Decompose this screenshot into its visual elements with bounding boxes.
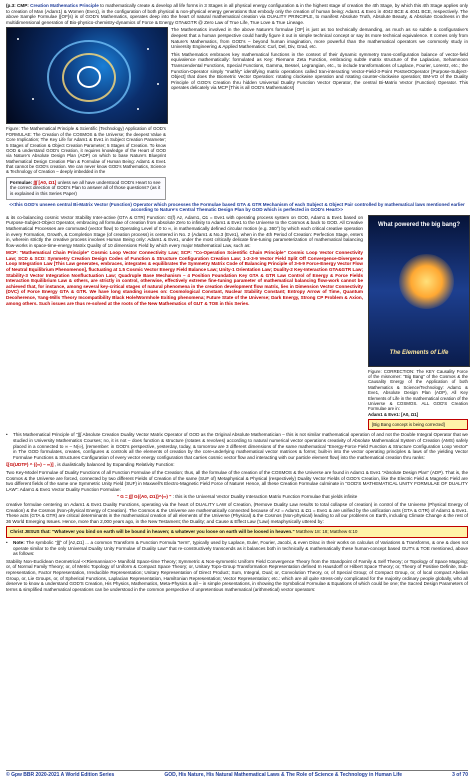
- dual-formula: ξ[G(UDTF) ^ {(∞) – ∞}]: [6, 462, 54, 468]
- bullet-principle-text: This Mathematical Principle of "∫∫∫ Absolute Creation Duality Vector Matrix Operator of GOD as the Original Absolute Mathematician – this is not similar mathematical operation of and not the Double Integral Operator that we studied in University Mathematics Courses; no, it is not – does function & structure (rotates & revolves) according to natural numerical vector operations creativity of Absolute Mathematical System of Creation (AMS) safely placed in a connected to ∞ – Ν(∞), [remember: in GOD's perspective, yesterday, today, & tomorrow are 3 different dimensions of the same mathematical "Energy-Force Field Function & Structure Configuration Loop Vector" in The GOD formulates, creates, configures & controls all the elements of creation by the core-underlying mathematical vector matrices & forms; built-in into the vector operating principles & laws of the yielding Vector Formulae Functions & Structures Configuration of every vector energy configuration that carries cosmic vector flow and interacting with our particle element flow) into the mathematical creation thru ranks:: [13, 432, 468, 460]
- page-footer: [6, 770, 468, 778]
- mcp-paragraph: MCP: "Mathematical Chain Principle" Cosmic Loop Vector Connectivity Law; SCP: "Co-Operation Scientific Chain Principle" Cosmic Loop Vector Connectivity Law; SCD & SCD: Symmetry Creation Design Codes of Function & Structure Configuration Creation Law; 1-3-3-9 Vector Field Split Off Convergence-Divergence Loop Integration Law [This Law generates, embraces, integrates & equilibrates the Symmetry Matrix Code of Balancing Principle of 3-6-9 Force-Energy Vector Flow of Neutral Equilibrium Phenomenon], fluctuating at 1.5 Cosmic Vector Energy Field Balance Law; Unity-1 Orientation Law; Duality-2 Key-Interaction GTA&GTR Law; Stability-3 Vector Integration Nonfluctuation Law; Quadruple Base Mechanism – 4 Position Foundation Key GTA & GTR Law Control of Energy & Force Fields Interaction Equilibrium Law & others, are strictly in control, otherwise, effectively extreme fine-tuning parameter of mathematical balancing flow-work cannot be achieved that, for instance, among several key-critical stages of natural phenomena in the creation development flow matrix, lies in Dimension Vector Connectivity (DVC) of Force Energy GTA & GTR. We have long standing issues on: Cosmological Constant, Nuclear Stability Constant; Entropy Arrow of Time, Quantum Decoherence, Yang-Mills Theory Incompatibility Black Hole/Wormhole Exiting phenomena; Future State of the Universe; Dark Energy, Strong CP Problem & Axion, among others. Such issues are thus re-solved at the roots of the New Mathematics of GUT & TOE in this Series.: [6, 250, 363, 306]
- cosmic-figure-image: [6, 27, 168, 124]
- footer-page-number: 3 of 70: [452, 771, 468, 778]
- christ-quote: "Whatever you bind on earth will be bound in heaven; & whatever you loose on earth will be loosed in heaven.": [52, 529, 295, 535]
- dual-line: [6, 462, 468, 468]
- unity-formula-line: [6, 494, 468, 500]
- creative-paragraph: creative formulae centering on Adam1 & Eve1 Duality Functions, operating via the heart of DUALITY LAW of Creation, (Remove Duality Law results to total collapse of creation) in control of the Universe (Physical Energy of Creation) & the Cosmos (Non-physical Energy of Creation). The Cosmos & the Universe are mathematically connected because of Az = Adam1 & Ω1 = Eve1 & are unified by the unification acts (GTA & GTR) of Adam1 & Eve1. These acts (GTA & GTR) are critical determinants in the mathematical creation of all elements of the Universe (Physical) & the Cosmos (Non-physical) leading to all our problems on Earth, including Climate Change & the rest of 36 World Emerging Issues. Hence, more than 2,000 years ago, in the New Testament; the Duality; and Cause & Effect Law ('Law) metaphysically uttered by:: [6, 502, 468, 524]
- figure2-column: [368, 215, 468, 433]
- bullet-icon: •: [6, 539, 8, 545]
- unity-formula: " G = ∫∫∫ G{(A0, Ω1)}^(∞) ": [116, 494, 172, 500]
- closing-paragraph: Stability Non-Euclidean Geometrical <<Riemannian>> Manifold Space-time Theory; Symmetric & Non-symmetric Uniform Field Convergence Theory from the Standpoint of Family & Self Theory; or Topology of Space Mapping; or, of Normal Family Theory; or, of Metric Topology of Uniform & Compact Space Theory; or, Unitary Topo-Group Transformation Representation defined In Hausdorff or Hilbert Space Theory; or, Theory of Positive Definite, Sub-representation, Factor Representation, Irreducible Representation; Unitary Representation of Direct Product; Sum, Integral, Dual; or, Convolution Theory, or, of Special Group; of Compact Group, or, of local compact Abelian Group, or, Lie Groups, or, of Spherical Functions, Laplacian Representation, Hamiltonian Representation; Vector Representation; etc.: which are all quite stress-only complicated for the majority ordinary people globally, who all deserve to know & understand GOD'S Creation, His Physics, Mathematics, Meta-Physics & all – in simple presentations, in showing the Symbolical Formulae & Equations of which could be one; the Sacred Design Parameters of terms & simplified mathematical operations can be understood in the common perspective of unpretentious mathematical (arithmetical) vector operators:: [6, 558, 469, 592]
- intro-paragraph: [6, 3, 468, 25]
- figure2-note: [Big Bang concept is being corrected]: [368, 419, 468, 430]
- intro-heading: Creation Mathematics Principle: [30, 3, 99, 8]
- note-text: Note: The symbolic "∫∫∫" of [Az,Ω1] ... a common Transform & Function Formula "term", typically used by Laplace, Euler, Fourier, Jacobi, & even Dirac in their works on calculus of Variations & Transforms, & one & does not operate similar to the only Universal Duality Unity Formulae of Duality Law" that re-constructively transcends as it balances both in technically & mathematically these human-concept based GUT's & TOE mentioned, above as follows:: [13, 539, 468, 557]
- right-text-column: [171, 27, 468, 201]
- elements-figure-image: [368, 215, 470, 367]
- figure2-title-bottom: The Elements of Life: [389, 350, 449, 357]
- middle-text-column: [6, 215, 363, 433]
- footer-left: © Gpw BBR 2020-2021 A World Edition Series: [6, 771, 115, 778]
- formula-label: Formulae:: [10, 179, 33, 185]
- figure1-caption: Figure: The Mathematical Principle & Scientific (Technology) Application of GOD's FORMULAE: The Creation of the COSMOS & the Universe; the deepest Value & Core Implication; The Key Life for Adam1 & Eve1 in Subject Creation Parameter; 5 Stages of Creation & Object Creation Parameter; 5 Stages of Creation. To know GOD & understand GOD's Creation, it requires knowledge of the Heart of GOD via Nature's Absolute Design Plan (ADP) on which to base Nature's Blueprint Mathematical Design Creation Plan & Formulae of Human Being: Adam1 & Eve1 that cannot be GOD's creation. We can never know GOD's Mathematics, Science & Technology of Creation – deeply imbedded in the: [6, 126, 166, 175]
- bullet-icon: •: [6, 432, 8, 438]
- christ-quote-box: [6, 526, 468, 538]
- figure1-column: [6, 27, 166, 201]
- note-bullet: [6, 540, 468, 557]
- figure2-title-top: What powered the big bang?: [378, 221, 460, 228]
- footer-center: GOD, His Nature, His Natural Mathematical Laws & The Role of Science & Technology in Human Life: [164, 771, 403, 778]
- dual-note: , is dualistically balanced by Expanding Relativity Function:: [54, 462, 175, 468]
- figure1-formula: [6, 177, 166, 200]
- christ-label: Christ JESUS that:: [10, 529, 51, 535]
- center-note: <<this GOD's unseen central Bi-Matrix Vector (Function) Operator which processes the Formulae based GTA & GTR Mechanism of each Subject & Object Pair controlled by mathematical laws mentioned earlier according to Nature's Central Thematic Design Plan by GOD which is perfected in GOD's Heart>>: [9, 201, 465, 213]
- figure2-formula: Adam1 & Eve1: [A0, Ω1]: [368, 411, 419, 417]
- figure2-caption: Figure: CORRECTION: The KEY Causality Force of the misnomer: "Big Bang" of the Cosmos & the Causality Energy of the Application of both Mathematics & Science/Technology: Adam1 & Eve1, Absolute Design Plan (ADP), All Key Elements of Life in the mathematical creation of the Universe & COSMOS. ALL GOD'S Creation Formulae are in:: [368, 368, 468, 412]
- bullet-principle: [6, 432, 468, 460]
- right-paragraph-2: This Mathematics embraces key mathematical functions in the context of their dynamic symmetry trans-configuration balance of vector-field equivalence mathematically: formulated as Key: Riemann Zeta Function, embracing subtle matrix structure of the Laplacian, Sehamnoon Transcendental Functions, Special Functions, Gamma, Bessel, Legrangian, etc., to include transformations of Laplace, Fourier, Lorentz, etc.; the Function-Operator simply "mathly" identifying matrix operations called tran-interacting Vector-Field-3-Point PosSeOOperator [Purpose-Subject-Object] that does the Biometric Vector Operation: rotating clockwise operation and rotating counter-clockwise operation; BM-VO of the Duality Principle of GOD's Creation thru hidden Universal Duality Function Vector Operator, the central Bi-Matrix Vector (Function) Operator. This operates delicately via MCP [This is all GOD's Mathematics!]: [171, 51, 468, 91]
- unity-note: : this is the Universal Vector Duality Interaction Matrix Function Formulae that yields infinite: [172, 494, 358, 500]
- christ-ref: Matthew 18: 18; Matthew 6:10: [295, 529, 358, 535]
- intro-text: to mathematically create & develop all life forms in 3 Stages in all physical energy configuration & in the highest stage of creation the 4th Stage, by which this 4th Stage applies only to creation of Man (Adam1) & Women (Eve1), in the configuration of both physical & non-physical energy generations that embody only the creation of human being: Adam1 & Eve1 in 4042 BCE & 4041 BCE, respectively. The above Sample Formulae ([OF]s) is of GOD's Mathematics, operates deep into the heart of natural mathematical creation via DUALITY PRINCIPLE, to manifest Absolute Truth, Absolute Beauty, & Absolute Goodness in the multidimensional generation of Bio-physico-chemistry-dynamics of Force & Energy GTA&GTR @ Zero Law of True Life, True Love & True Lineage.: [6, 3, 469, 25]
- right-paragraph-1: The Mathematics involved in the above Nature's formulae [OF] is just as too technically demanding, as much as so subtle & configurative's deepest that a human perspective could hardly figure it out in simple technical concept or say its more technical equivalence. It comes only from Nature's Mathematics, from GOD's – beyond human imagination, more powerful than the mathematical operators we commonly study in University Engineering & Applied Mathematics: Curl, Del, Div, Grad, etc.: [171, 27, 468, 50]
- two-key-paragraph: Two Key-Model Formulae of Duality Functions of all Function Formulae of the Creation; thus, all the formulae of the creation of the COSMOS & the Universe are found in Adam1 & Eve1 "Absolute Design Plan" (ADP). That is, the Cosmos & the Universe are forced, connected by two different Fields of Creation of the same (SUF of) Metaphysical & Physical (respectively) Duality Vector Fields of GOD's Creation, like the Electric Field & Magnetic Field are two different fields of the same one Symmetric Unity Field (SUF) in Maxwell's Electro-Magnetic Field Force of Nature! Hence, all these Creation Formulae culminate in "GOD'S MATHEMATICAL UNITY FORMULAE OF DUALITY LAW": Adam1 & Eve1 Vector Duality Function Formulae:: [6, 470, 469, 492]
- intro-label: (p.3: CMP:: [6, 3, 29, 8]
- top-section: [6, 27, 468, 201]
- formula-symbol: ∫∫∫ [A0, Ω1]: [33, 179, 57, 185]
- middle-section: [6, 215, 468, 433]
- mid-paragraph: & its co-balancing cosmic Vector Stability Inter-active (GTA & GTR) Function: G(f) Az, Adam1, Ω1 = Eve1 with operating process system on GOD, Adam1 & Eve1 based on Purpose-Subject-Object Operator, embracing all formulae of creation from absolute Zero to infinity to Adam1 & Eve1 to the Universe to the Cosmos & back to GOD. All Creative Mathematical Processes are commuted (vector flow) to Operating Level of 0 to ∞, in mathematically defined circular motion (e.g. 360°) by which each critical creative operation in every Formation, Growth, & Completion Stage (of creation process) is centered in No. 2 (Adam1 & No.3 (Eve1), when in the 4th Period of Creation: Perfection Stage, enters in, wherein strictly the creative process involves Human Being only: Adam1 & Eve1, under the most critically delicate fine-tuning parameterization of mathematical balancing flow-works in space-time-energy Matrix Quality of 10 dimensions Field by which every major Mathematical Law, such as:: [6, 214, 363, 248]
- formula-text: unless we all have understood GOD's Heart to see the correct direction of GOD's Plan to answer all of those questions? (as it is explained in this Series Paper): [10, 179, 161, 196]
